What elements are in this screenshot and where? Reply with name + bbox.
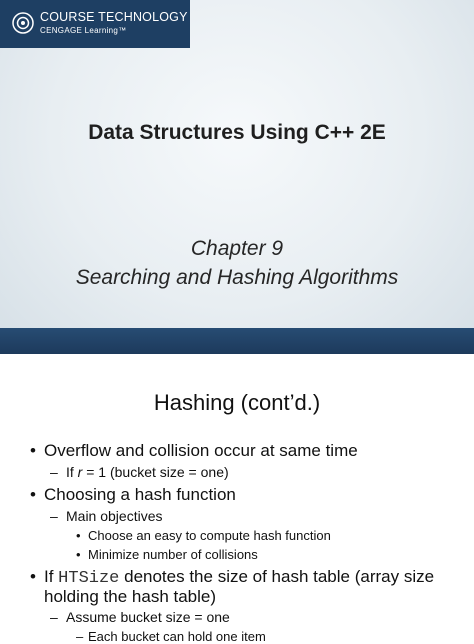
bullet-text-pre: If [66,464,78,480]
bullet-text-post: denotes the size of hash table (array size [119,567,435,586]
course-technology-logo-icon [12,12,34,34]
chapter-title: Searching and Hashing Algorithms [75,266,399,289]
bullet-text: Choosing a hash function [44,485,236,504]
bullet-item [30,441,358,461]
chapter-number: Chapter 9 [190,237,284,260]
sub-bullet-item [76,629,266,644]
bullet-text: Choose an easy to compute hash function [88,528,331,543]
bullet-marker: • [76,547,81,562]
content-slide [0,354,474,644]
publisher-logo [0,0,190,48]
slide-divider [0,328,474,354]
bullet-marker: – [76,629,84,644]
bullet-text: Each bucket can hold one item [88,629,266,644]
bullet-marker: – [50,464,58,480]
slide-heading: Hashing (cont’d.) [153,390,321,415]
sub-sub-bullet-item [76,547,258,562]
sub-bullet-item [50,508,163,524]
bullet-item [30,567,434,588]
bullet-text: Main objectives [66,508,163,524]
bullet-text: Assume bucket size = one [66,609,230,625]
bullet-item [30,485,236,505]
bullet-text: Minimize number of collisions [88,547,258,562]
bullet-text: Overflow and collision occur at same time [44,441,358,460]
bullet-text-pre: If [44,567,59,586]
logo-line2: CENGAGE Learning™ [40,26,127,35]
sub-bullet-item [50,609,230,625]
bullet-marker: • [30,485,36,504]
bullet-text: holding the hash table) [44,587,217,606]
logo-line1: COURSE TECHNOLOGY [40,10,188,24]
bullet-continuation [44,587,216,607]
bullet-variable: r [77,464,83,480]
bullet-marker: • [30,441,36,460]
bullet-text-post: = 1 (bucket size = one) [82,464,229,480]
bullet-marker: • [30,567,36,586]
bullet-code: HTSize [58,569,120,588]
sub-sub-bullet-item [76,528,331,543]
sub-bullet-item [50,464,229,480]
bullet-marker: • [76,528,81,543]
bullet-marker: – [50,609,58,625]
bullet-marker: – [50,508,58,524]
book-title: Data Structures Using C++ 2E [88,121,386,144]
